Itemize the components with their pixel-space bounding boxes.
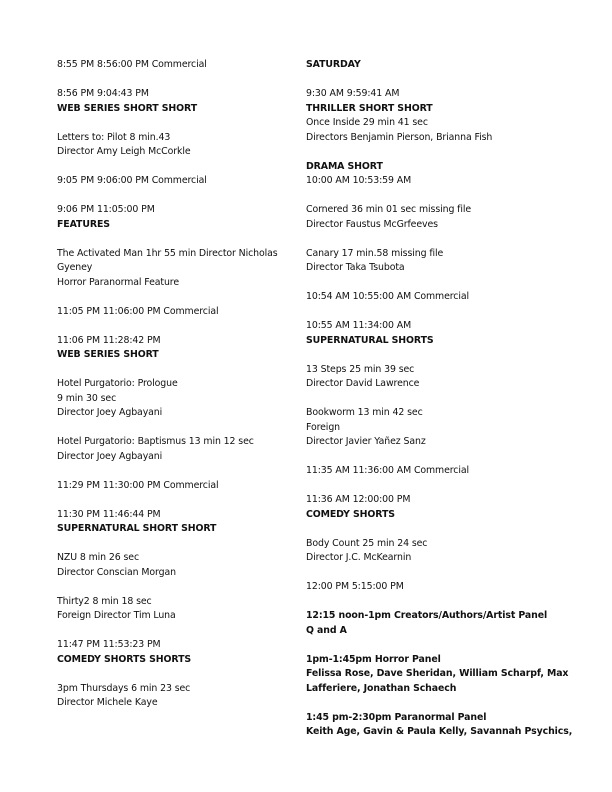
schedule-entry [57, 551, 297, 580]
schedule-entry [306, 160, 596, 189]
schedule-entry [306, 537, 596, 566]
section-heading: 1pm-1:45pm Horror Panel [306, 653, 441, 665]
schedule-line: 3pm Thursdays 6 min 23 sec [57, 682, 191, 694]
schedule-entry [57, 131, 297, 160]
schedule-entry [306, 247, 596, 276]
schedule-line: Hotel Purgatorio: Prologue [57, 378, 178, 389]
schedule-line: Bookworm 13 min 42 sec [306, 407, 423, 418]
schedule-line: Body Count 25 min 24 sec [306, 537, 428, 549]
schedule-line: Director J.C. McKearnin [306, 552, 412, 563]
schedule-line: NZU 8 min 26 sec [57, 552, 139, 563]
schedule-line: 12:00 PM 5:15:00 PM [306, 581, 404, 592]
schedule-entry [306, 363, 596, 392]
schedule-entry [57, 479, 297, 494]
section-heading: Lafferiere, Jonathan Schaech [306, 682, 457, 694]
schedule-line: Thirty2 8 min 18 sec [57, 595, 152, 607]
schedule-entry [57, 58, 297, 73]
schedule-line: 11:36 AM 12:00:00 PM [306, 494, 411, 505]
schedule-entry [57, 305, 297, 320]
schedule-line: Foreign [306, 421, 341, 433]
schedule-entry [57, 174, 297, 189]
schedule-entry [57, 508, 297, 537]
schedule-entry [57, 682, 297, 711]
section-heading: Q and A [306, 624, 347, 636]
schedule-entry [306, 653, 596, 697]
schedule-line: Director Joey Agbayani [57, 407, 163, 418]
schedule-entry [57, 435, 297, 464]
schedule-line: Director Michele Kaye [57, 697, 158, 708]
schedule-entry [306, 58, 596, 73]
schedule-line: 11:35 AM 11:36:00 AM Commercial [306, 465, 470, 476]
section-heading: SATURDAY [306, 59, 361, 70]
schedule-line: 9 min 30 sec [57, 392, 117, 404]
schedule-line: Directors Benjamin Pierson, Brianna Fish [306, 131, 493, 143]
section-heading: DRAMA SHORT [306, 160, 383, 172]
schedule-line: Director David Lawrence [306, 378, 420, 389]
schedule-line: 11:30 PM 11:46:44 PM [57, 508, 161, 520]
schedule-line: 10:00 AM 10:53:59 AM [306, 175, 412, 186]
schedule-line: 10:55 AM 11:34:00 AM [306, 320, 412, 331]
schedule-line: Director Javier Yañez Sanz [306, 436, 426, 447]
schedule-entry [306, 203, 596, 232]
schedule-line: 11:05 PM 11:06:00 PM Commercial [57, 305, 219, 317]
schedule-line: Foreign Director Tim Luna [57, 610, 176, 621]
schedule-entry [57, 595, 297, 624]
schedule-entry [57, 203, 297, 232]
section-heading: WEB SERIES SHORT SHORT [57, 102, 198, 114]
schedule-entry [57, 334, 297, 363]
schedule-entry [57, 247, 297, 291]
schedule-line: 8:55 PM 8:56:00 PM Commercial [57, 59, 207, 70]
schedule-left-column [57, 58, 297, 725]
schedule-entry [306, 711, 596, 740]
section-heading: SUPERNATURAL SHORTS [306, 334, 434, 346]
schedule-entry [306, 493, 596, 522]
schedule-line: Director Faustus McGrfeeves [306, 218, 438, 230]
schedule-line: Horror Paranormal Feature [57, 276, 180, 288]
schedule-entry [306, 87, 596, 145]
schedule-line: 13 Steps 25 min 39 sec [306, 363, 415, 375]
schedule-entry [306, 290, 596, 305]
section-heading: THRILLER SHORT SHORT [306, 102, 433, 114]
schedule-right-column [306, 58, 596, 754]
schedule-entry [306, 319, 596, 348]
schedule-entry [306, 406, 596, 450]
schedule-entry [57, 87, 297, 116]
section-heading: Keith Age, Gavin & Paula Kelly, Savannah Psychics, [306, 726, 573, 737]
schedule-entry [306, 580, 596, 595]
section-heading: FEATURES [57, 218, 110, 230]
section-heading: SUPERNATURAL SHORT SHORT [57, 523, 217, 534]
section-heading: COMEDY SHORTS [306, 508, 395, 520]
section-heading: COMEDY SHORTS SHORTS [57, 653, 192, 665]
schedule-entry [57, 377, 297, 421]
schedule-line: 8:56 PM 9:04:43 PM [57, 88, 149, 99]
schedule-line: Gyeney [57, 262, 93, 273]
schedule-entry [306, 464, 596, 479]
schedule-line: Hotel Purgatorio: Baptismus 13 min 12 sec [57, 436, 254, 447]
section-heading: Felissa Rose, Dave Sheridan, William Scharpf, Max [306, 668, 569, 679]
section-heading: 1:45 pm-2:30pm Paranormal Panel [306, 711, 487, 723]
section-heading: 12:15 noon-1pm Creators/Authors/Artist Panel [306, 610, 548, 621]
schedule-line: 11:06 PM 11:28:42 PM [57, 334, 161, 346]
schedule-line: 11:29 PM 11:30:00 PM Commercial [57, 479, 219, 491]
schedule-line: Cornered 36 min 01 sec missing file [306, 204, 472, 215]
schedule-entry [57, 638, 297, 667]
schedule-line: 9:05 PM 9:06:00 PM Commercial [57, 175, 207, 186]
schedule-line: Letters to: Pilot 8 min.43 [57, 131, 171, 143]
schedule-line: 9:06 PM 11:05:00 PM [57, 204, 155, 215]
schedule-line: Director Amy Leigh McCorkle [57, 146, 191, 157]
schedule-line: The Activated Man 1hr 55 min Director Nicholas [57, 247, 278, 259]
schedule-line: 10:54 AM 10:55:00 AM Commercial [306, 291, 470, 302]
schedule-line: Canary 17 min.58 missing file [306, 247, 444, 259]
schedule-line: 11:47 PM 11:53:23 PM [57, 639, 161, 650]
schedule-line: 9:30 AM 9:59:41 AM [306, 88, 400, 99]
schedule-entry [306, 609, 596, 638]
schedule-line: Director Joey Agbayani [57, 450, 163, 462]
schedule-line: Director Taka Tsubota [306, 262, 405, 273]
schedule-line: Director Conscian Morgan [57, 566, 176, 578]
schedule-line: Once Inside 29 min 41 sec [306, 117, 428, 128]
section-heading: WEB SERIES SHORT [57, 349, 159, 360]
